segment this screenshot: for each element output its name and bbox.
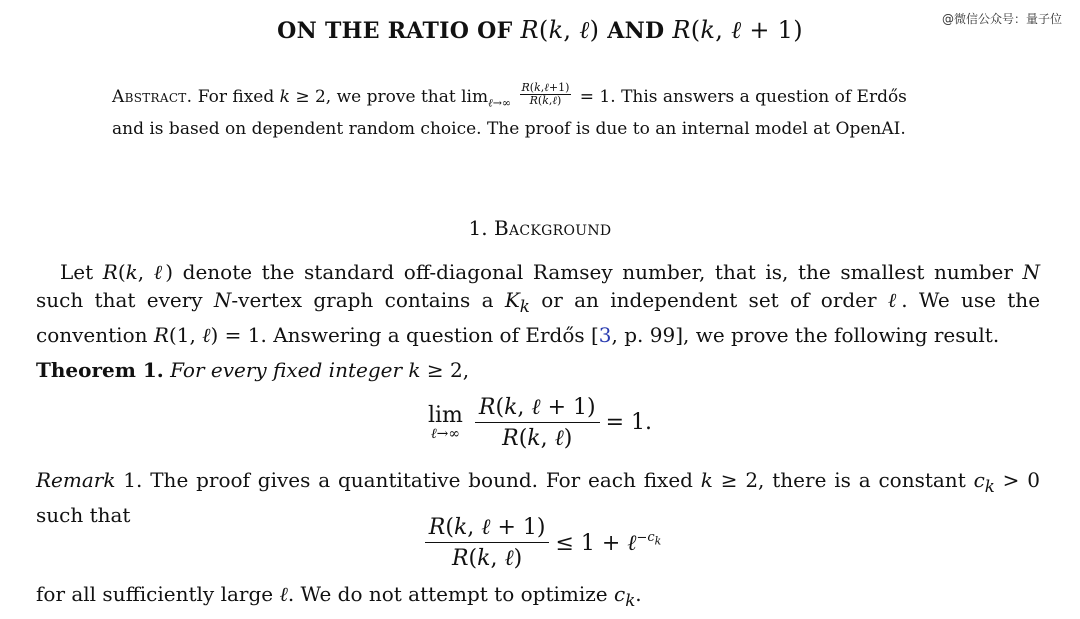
- bg-text-e: or an independent set of order: [541, 288, 877, 312]
- title-math-1: R: [520, 16, 539, 44]
- section-title: Background: [493, 216, 612, 240]
- bg-text-h: , p. 99], we prove the following result.: [611, 323, 1000, 347]
- bg-text-g: Answering a question of Erdős [: [273, 323, 599, 347]
- abstract-text-before: For fixed: [197, 87, 275, 107]
- abstract-line2: and is based on dependent random choice. The proof is due to an internal model at OpenAI.: [112, 119, 906, 140]
- abstract-fraction: $\frac{\text{R(k,ℓ+1)}}{\text{R(k,ℓ)}}$: [521, 81, 570, 107]
- section-heading: [0, 216, 1080, 240]
- theorem-label: Theorem 1.: [36, 358, 164, 382]
- remark-text-c: such that: [36, 503, 131, 527]
- bg-text-c: such that every: [36, 288, 203, 312]
- title-conj: AND: [607, 18, 665, 44]
- theorem-statement: Theorem 1. For every fixed integer k ≥ 2,: [36, 358, 470, 382]
- paper-title: ON THE RATIO OF R(k, ℓ) AND R(k, ℓ + 1): [277, 16, 803, 44]
- bg-text-f: We use the convention: [36, 288, 1041, 347]
- citation-link[interactable]: 3: [598, 323, 612, 347]
- remark-paragraph: Remark 1. The proof gives a quantitative bound. For each fixed k ≥ 2, there is a constant $c_k > 0$ such that: [36, 468, 1040, 527]
- bg-text-b: denote the standard off-diagonal Ramsey number, that is, the smallest number: [182, 260, 1013, 284]
- abstract-text-after: This answers a question of Erdős: [621, 87, 907, 107]
- remark-text-a: The proof gives a quantitative bound. For each fixed: [150, 468, 693, 492]
- watermark-text: @微信公众号：量子位: [941, 12, 1062, 26]
- bg-text-a: Let: [60, 260, 94, 284]
- remark-final-a: for all sufficiently large: [36, 582, 274, 606]
- remark-text-b: there is a constant: [772, 468, 966, 492]
- background-paragraph: Let R(k, ℓ) denote the standard off-diagonal Ramsey number, that is, the smallest number N such that every N-vertex graph contains a $K_k$ or an independent set of order ℓ. We use the convention R(1, ℓ) = 1. Answering a question of Erdős [3, p. 99], we prove the following result.: [36, 260, 1041, 347]
- abstract: Abstract. For fixed k ≥ 2, we prove that $\lim_{\ell\to\infty}$ $\frac{\text{R(k,ℓ+1)}}{\text{R(k,ℓ)}}$ = 1. This answers a question of Erdős and is based on dependent random choice. The proof is due to an internal model at OpenAI.: [112, 81, 907, 140]
- bg-text-d: -vertex graph contains a: [231, 288, 494, 312]
- remark-closing: for all sufficiently large ℓ. We do not attempt to optimize $c_k$.: [36, 582, 642, 610]
- theorem-equation: lim ℓ→∞ $\frac{\text{R(k, ℓ + 1)}}{\text{R(k, ℓ)}}$ = 1.: [427, 395, 653, 451]
- title-math-2: R: [672, 16, 691, 44]
- remark-label: Remark: [36, 468, 116, 492]
- section-number: 1.: [468, 216, 488, 240]
- remark-number: 1.: [123, 468, 143, 492]
- title-prefix: ON THE RATIO OF: [277, 18, 513, 44]
- theorem-text: For every fixed integer: [170, 358, 403, 382]
- remark-equation: $\frac{\text{R(k, ℓ + 1)}}{\text{R(k, ℓ)}}$ ≤ 1 + ℓ$^{-c_k}$: [0, 514, 1080, 571]
- abstract-label: Abstract.: [112, 87, 193, 107]
- abstract-text-mid: we prove that: [336, 87, 456, 107]
- remark-final-b: We do not attempt to optimize: [300, 582, 608, 606]
